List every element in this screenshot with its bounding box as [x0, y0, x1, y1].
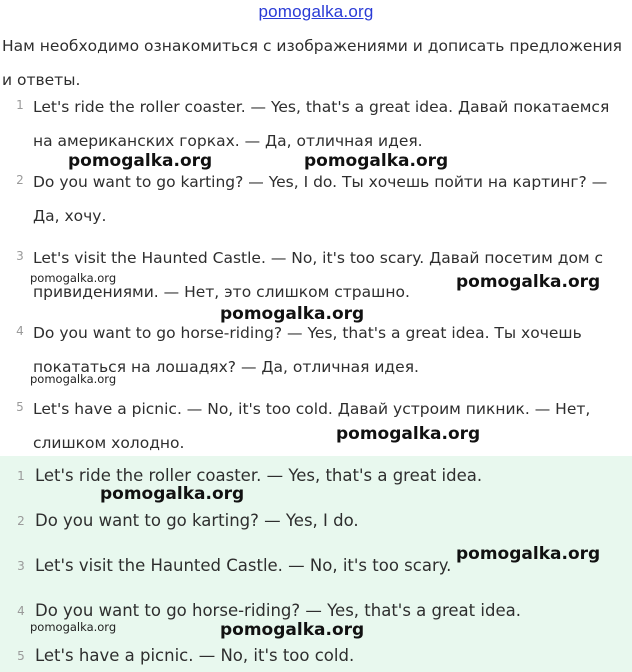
item-text: Do you want to go horse-riding? — Yes, that's a great idea. Ты хочешь покататься на лошадях? — Да, отличная идея. [33, 324, 582, 376]
answer-text: Let's ride the roller coaster. — Yes, that's a great idea. [35, 466, 483, 485]
answer-number: 2 [17, 514, 25, 528]
watermark: pomogalka.org [456, 272, 601, 292]
watermark: pomogalka.org [68, 151, 213, 171]
watermark: pomogalka.org [220, 620, 365, 640]
answer-number: 3 [17, 559, 25, 573]
item-number: 4 [16, 324, 24, 338]
answer-text: Do you want to go horse-riding? — Yes, that's a great idea. [35, 601, 521, 620]
watermark: pomogalka.org [456, 544, 601, 564]
intro-text: Нам необходимо ознакомиться с изображениями и дописать предложения и ответы. [2, 37, 622, 89]
item-text: Let's visit the Haunted Castle. — No, it's too scary. Давай посетим дом с привидениями. — Нет, это слишком страшно. [33, 249, 604, 301]
item-number: 5 [16, 400, 24, 414]
watermark: pomogalka.org [30, 271, 117, 285]
item-number: 3 [16, 249, 24, 263]
watermark: pomogalka.org [220, 304, 365, 324]
watermark: pomogalka.org [30, 620, 117, 634]
item-number: 2 [16, 173, 24, 187]
watermark: pomogalka.org [100, 484, 245, 504]
item-number: 1 [16, 98, 24, 112]
answer-text: Let's have a picnic. — No, it's too cold. [35, 646, 355, 665]
item-text: Do you want to go karting? — Yes, I do. Ты хочешь пойти на картинг? — Да, хочу. [33, 173, 608, 225]
watermark: pomogalka.org [304, 151, 449, 171]
item-text: Let's ride the roller coaster. — Yes, that's a great idea. Давай покатаемся на американских горках. — Да, отличная идея. [33, 98, 610, 150]
answer-number: 4 [17, 604, 25, 618]
watermark: pomogalka.org [30, 372, 117, 386]
site-header-link[interactable]: pomogalka.org [258, 2, 374, 21]
answer-number: 1 [17, 469, 25, 483]
answer-text: Let's visit the Haunted Castle. — No, it's too scary. [35, 556, 452, 575]
answer-text: Do you want to go karting? — Yes, I do. [35, 511, 359, 530]
answer-number: 5 [17, 649, 25, 663]
watermark: pomogalka.org [336, 424, 481, 444]
item-text: Let's have a picnic. — No, it's too cold. Давай устроим пикник. — Нет, слишком холодно. [33, 400, 591, 452]
